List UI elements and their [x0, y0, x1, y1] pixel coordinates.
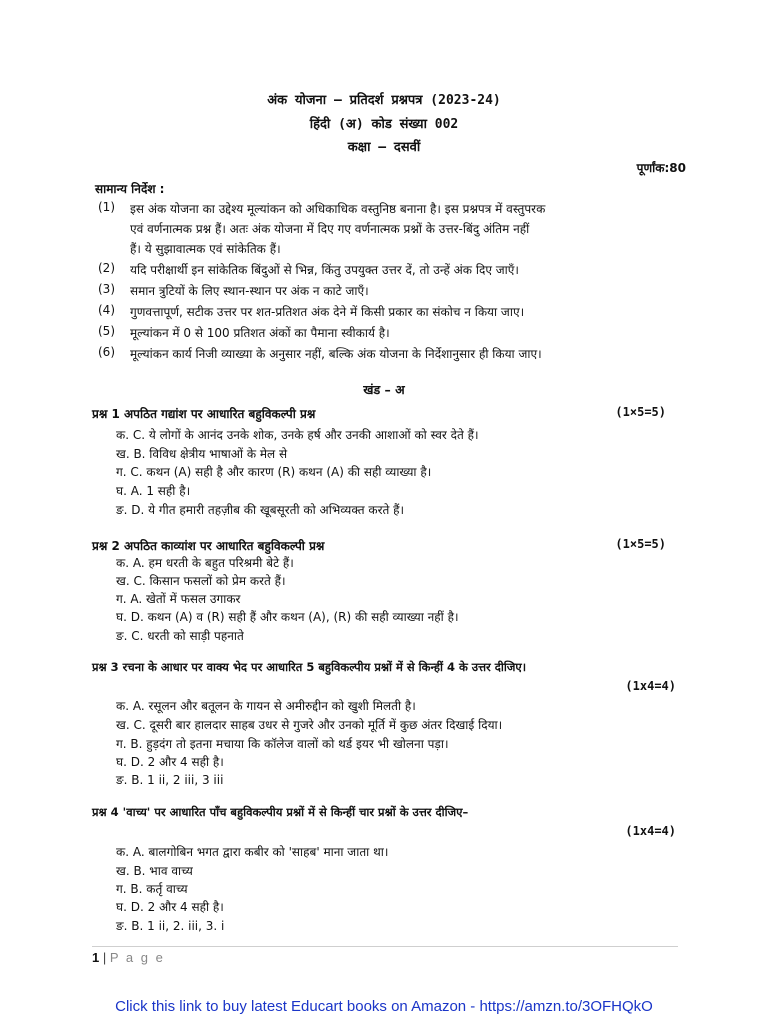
answer-item: ङ. C. धरती को साड़ी पहनाते — [116, 629, 244, 643]
answer-item: ख. C. दूसरी बार हालदार साहब उधर से गुजरे और उनको मूर्ति में कुछ अंतर दिखाई दिया। — [116, 718, 503, 732]
answer-item: ग. B. हुड़दंग तो इतना मचाया कि कॉलेज वालों को थर्ड इयर भी खोलना पड़ा। — [116, 737, 449, 751]
instruction-number: (2) — [98, 261, 115, 275]
subject-code: हिंदी (अ) कोड संख्या 002 — [309, 117, 459, 132]
answer-item: ग. A. खेतों में फसल उगाकर — [116, 592, 241, 606]
document-title: अंक योजना – प्रतिदर्श प्रश्नपत्र (2023-24) — [267, 93, 501, 108]
question-title: प्रश्न 1 अपठित गद्यांश पर आधारित बहुविकल्पी प्रश्न — [92, 407, 316, 421]
instruction-line: समान त्रुटियों के लिए स्थान-स्थान पर अंक न काटे जाएँ। — [130, 284, 369, 298]
question-marks: (1×5=5) — [615, 537, 666, 551]
answer-item: क. A. हम धरती के बहुत परिश्रमी बेटे हैं। — [116, 556, 294, 570]
answer-item: घ. D. 2 और 4 सही है। — [116, 900, 224, 914]
question-marks: (1×5=5) — [615, 405, 666, 419]
page-number: 1 — [92, 950, 100, 965]
answer-item: क. C. ये लोगों के आनंद उनके शोक, उनके हर्ष और उनकी आशाओं को स्वर देते हैं। — [116, 428, 479, 442]
instruction-number: (4) — [98, 303, 115, 317]
instruction-number: (5) — [98, 324, 115, 338]
answer-item: ङ. B. 1 ii, 2 iii, 3 iii — [116, 773, 224, 787]
instruction-line: इस अंक योजना का उद्देश्य मूल्यांकन को अधिकाधिक वस्तुनिष्ठ बनाना है। इस प्रश्नपत्र में वस्तुपरक — [130, 202, 546, 216]
answer-item: ङ. D. ये गीत हमारी तहज़ीब की खूबसूरती को अभिव्यक्त करते हैं। — [116, 503, 405, 517]
instruction-line: यदि परीक्षार्थी इन सांकेतिक बिंदुओं से भिन्न, किंतु उपयुक्त उत्तर दें, तो उन्हें अंक दिए जाएँ। — [130, 263, 519, 277]
instruction-line: गुणवत्तापूर्ण, सटीक उत्तर पर शत-प्रतिशत अंक देने में किसी प्रकार का संकोच न किया जाए। — [130, 305, 525, 319]
instruction-number: (1) — [98, 200, 115, 214]
question-title: प्रश्न 3 रचना के आधार पर वाक्य भेद पर आधारित 5 बहुविकल्पीय प्रश्नों में से किन्हीं 4 के उत्तर दीजिए। — [92, 660, 527, 674]
instruction-line: मूल्यांकन कार्य निजी व्याख्या के अनुसार नहीं, बल्कि अंक योजना के निर्देशानुसार ही किया जाए। — [130, 347, 542, 361]
max-marks: पूर्णांक:80 — [636, 161, 686, 175]
answer-item: ख. C. किसान फसलों को प्रेम करते हैं। — [116, 574, 286, 588]
answer-item: घ. D. 2 और 4 सही है। — [116, 755, 224, 769]
question-marks: (1x4=4) — [625, 679, 676, 693]
instruction-line: एवं वर्णनात्मक प्रश्न हैं। अतः अंक योजना में दिए गए वर्णनात्मक प्रश्नों के उत्तर-बिंदु अंतिम नहीं — [130, 222, 530, 236]
answer-item: ग. B. कर्तृ वाच्य — [116, 882, 188, 896]
question-marks: (1x4=4) — [625, 824, 676, 838]
answer-item: क. A. बालगोबिन भगत द्वारा कबीर को 'साहब' माना जाता था। — [116, 845, 389, 859]
question-title: प्रश्न 2 अपठित काव्यांश पर आधारित बहुविकल्पी प्रश्न — [92, 539, 325, 553]
answer-item: ङ. B. 1 ii, 2. iii, 3. i — [116, 919, 225, 933]
answer-item: ख. B. विविध क्षेत्रीय भाषाओं के मेल से — [116, 447, 288, 461]
answer-item: ख. B. भाव वाच्य — [116, 864, 193, 878]
answer-item: क. A. रसूलन और बतूलन के गायन से अमीरुद्दीन को खुशी मिलती है। — [116, 699, 416, 713]
class-label: कक्षा – दसवीं — [347, 140, 421, 155]
instruction-line: हैं। ये सुझावात्मक एवं सांकेतिक हैं। — [130, 242, 281, 256]
answer-item: ग. C. कथन (A) सही है और कारण (R) कथन (A) की सही व्याख्या है। — [116, 465, 432, 479]
section-heading: खंड – अ — [363, 382, 405, 397]
instruction-number: (3) — [98, 282, 115, 296]
amazon-link[interactable]: Click this link to buy latest Educart books on Amazon - https://amzn.to/3OFHQkO — [115, 998, 653, 1015]
answer-item: घ. A. 1 सही है। — [116, 484, 191, 498]
instructions-heading: सामान्य निर्देश : — [95, 182, 165, 196]
page-label: P a g e — [109, 950, 165, 965]
answer-item: घ. D. कथन (A) व (R) सही हैं और कथन (A), (R) की सही व्याख्या नहीं है। — [116, 610, 459, 624]
footer-divider — [92, 946, 678, 947]
question-title: प्रश्न 4 'वाच्य' पर आधारित पाँच बहुविकल्पीय प्रश्नों में से किन्हीं चार प्रश्नों के उत्तर दीजिए– — [92, 805, 469, 819]
page-footer — [92, 950, 165, 965]
instruction-number: (6) — [98, 345, 115, 359]
page-separator: | — [102, 950, 107, 965]
instruction-line: मूल्यांकन में 0 से 100 प्रतिशत अंकों का पैमाना स्वीकार्य है। — [130, 326, 390, 340]
